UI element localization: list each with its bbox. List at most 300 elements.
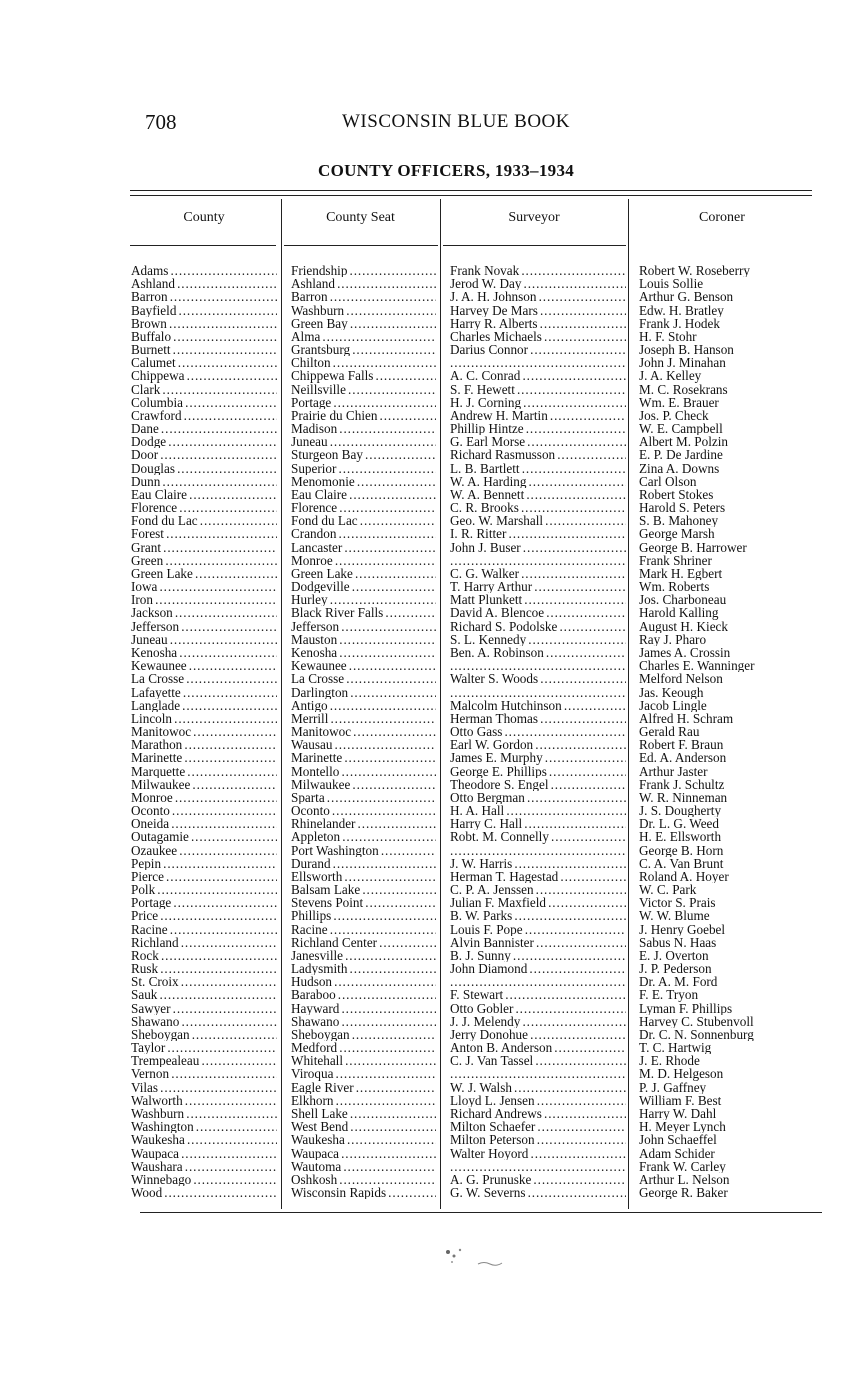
coroner-cell: Gerald Rau (639, 725, 700, 739)
surveyor-cell: Louis F. Pope . . . (450, 923, 626, 936)
county-cell: Racine . . . (131, 923, 277, 936)
county-cell: Wood . . . (131, 1186, 277, 1199)
surveyor-cell: C. R. Brooks . . . (450, 501, 626, 514)
surveyor-cell: Richard S. Podolske . . . (450, 620, 626, 633)
table-title: COUNTY OFFICERS, 1933–1934 (318, 161, 575, 180)
county-cell: Rock . . . (131, 949, 277, 962)
surveyor-cell: Theodore S. Engel . . . (450, 778, 626, 791)
county-cell: Langlade . . . (131, 699, 277, 712)
county-seat-cell: Madison . . . (291, 422, 436, 435)
coroner-cell: Jas. Keough (639, 685, 704, 699)
county-seat-cell: Darlington . . . (291, 686, 436, 699)
county-seat-cell: Sturgeon Bay . . . (291, 448, 436, 461)
coroner-column (639, 264, 819, 1199)
county-cell: Rusk . . . (131, 962, 277, 975)
coroner-cell: Dr. L. G. Weed (639, 817, 719, 831)
surveyor-cell: W. A. Bennett . . . (450, 488, 626, 501)
column-divider-3 (628, 199, 629, 1209)
coroner-cell: J. E. Rhode (639, 1054, 700, 1068)
column-header-surveyor: Surveyor (508, 210, 560, 225)
coroner-cell: John J. Minahan (639, 356, 726, 370)
county-seat-cell: Richland Center . . . (291, 936, 436, 949)
coroner-cell: H. Meyer Lynch (639, 1120, 726, 1134)
county-cell: Burnett . . . (131, 343, 277, 356)
coroner-cell: Roland A. Hoyer (639, 869, 729, 884)
county-seat-cell: Viroqua . . . (291, 1067, 436, 1080)
coroner-cell: C. A. Van Brunt (639, 856, 724, 870)
county-cell: Waushara . . . (131, 1160, 277, 1173)
coroner-cell: Ray J. Pharo (639, 632, 707, 646)
county-cell: Pepin . . . (131, 857, 277, 870)
county-cell: Iowa . . . (131, 580, 277, 593)
coroner-cell: Carl Olson (639, 474, 697, 488)
county-cell: Oneida . . . (131, 817, 277, 830)
surveyor-cell: I. R. Ritter . . . (450, 527, 626, 540)
county-seat-cell: Oshkosh . . . (291, 1173, 436, 1186)
coroner-cell: Robert W. Roseberry (639, 264, 750, 278)
surveyor-cell (450, 659, 626, 672)
county-seat-cell: Dodgeville . . . (291, 580, 436, 593)
county-cell: La Crosse . . . (131, 672, 277, 685)
header-rule (443, 245, 626, 246)
coroner-cell: Melford Nelson (639, 672, 723, 686)
county-seat-cell: Waupaca . . . (291, 1147, 436, 1160)
county-cell: Washburn . . . (131, 1107, 277, 1120)
county-seat-cell: Kenosha . . . (291, 646, 436, 659)
county-seat-cell: Milwaukee . . . (291, 778, 436, 791)
surveyor-cell: T. Harry Arthur . . . (450, 580, 626, 593)
county-seat-cell: Wisconsin Rapids . . . (291, 1186, 436, 1199)
county-cell: Vernon . . . (131, 1067, 277, 1080)
surveyor-cell: Lloyd L. Jensen . . . (450, 1094, 626, 1107)
county-cell: Shawano . . . (131, 1015, 277, 1028)
surveyor-cell: C. J. Van Tassel . . . (450, 1054, 626, 1067)
coroner-cell: Zina A. Downs (639, 461, 720, 475)
surveyor-cell: F. Stewart . . . (450, 988, 626, 1001)
county-seat-cell: Portage . . . (291, 396, 436, 409)
county-seat-cell: Crandon . . . (291, 527, 436, 540)
surveyor-cell: S. F. Hewett . . . (450, 383, 626, 396)
county-seat-cell: Balsam Lake . . . (291, 883, 436, 896)
coroner-cell: Harry W. Dahl (639, 1107, 717, 1121)
coroner-cell: E. P. De Jardine (639, 448, 723, 462)
county-seat-cell: Black River Falls . . . (291, 606, 436, 619)
coroner-cell: Dr. A. M. Ford (639, 975, 718, 989)
county-seat-cell: Rhinelander . . . (291, 817, 436, 830)
coroner-cell: George Marsh (639, 527, 715, 541)
coroner-cell: Ed. A. Anderson (639, 751, 727, 765)
county-cell: Dunn . . . (131, 475, 277, 488)
surveyor-cell: G. W. Severns . . . (450, 1186, 626, 1199)
county-seat-cell: Port Washington . . . (291, 844, 436, 857)
coroner-cell: William F. Best (639, 1093, 722, 1107)
county-cell: Richland . . . (131, 936, 277, 949)
surveyor-cell: Ben. A. Robinson . . . (450, 646, 626, 659)
county-cell: Price . . . (131, 909, 277, 922)
surveyor-cell: Otto Gobler . . . (450, 1002, 626, 1015)
coroner-cell: Charles E. Wanninger (639, 659, 755, 673)
county-cell: Barron . . . (131, 290, 277, 303)
county-cell: Polk . . . (131, 883, 277, 896)
surveyor-cell (450, 1160, 626, 1173)
county-seat-cell: Prairie du Chien . . . (291, 409, 436, 422)
coroner-cell: J. A. Kelley (639, 369, 702, 383)
county-cell: Oconto . . . (131, 804, 277, 817)
column-header-county-seat: County Seat (326, 210, 395, 225)
county-cell: Door . . . (131, 448, 277, 461)
surveyor-cell: Milton Peterson . . . (450, 1133, 626, 1146)
county-seat-cell: Juneau . . . (291, 435, 436, 448)
county-cell: Eau Claire . . . (131, 488, 277, 501)
coroner-cell: Joseph B. Hanson (639, 343, 734, 357)
coroner-cell: P. J. Gaffney (639, 1080, 707, 1094)
coroner-cell: S. B. Mahoney (639, 514, 719, 528)
county-cell: Kewaunee . . . (131, 659, 277, 672)
county-cell: Sheboygan . . . (131, 1028, 277, 1041)
county-seat-cell: La Crosse . . . (291, 672, 436, 685)
county-seat-cell: Stevens Point . . . (291, 896, 436, 909)
surveyor-cell: J. J. Melendy . . . (450, 1015, 626, 1028)
county-cell: Marinette . . . (131, 751, 277, 764)
county-seat-cell: Baraboo . . . (291, 988, 436, 1001)
coroner-cell: Robert Stokes (639, 487, 714, 502)
county-seat-cell: Elkhorn . . . (291, 1094, 436, 1107)
county-seat-cell: Montello . . . (291, 765, 436, 778)
county-seat-cell: Green Lake . . . (291, 567, 436, 580)
coroner-cell: Frank J. Schultz (639, 777, 725, 791)
county-cell: Kenosha . . . (131, 646, 277, 659)
coroner-cell: W. E. Campbell (639, 422, 723, 436)
coroner-cell: James A. Crossin (639, 645, 731, 660)
surveyor-cell (450, 975, 626, 988)
coroner-cell: M. C. Rosekrans (639, 382, 728, 396)
county-cell: Taylor . . . (131, 1041, 277, 1054)
county-cell: Sauk . . . (131, 988, 277, 1001)
county-cell: Forest . . . (131, 527, 277, 540)
county-cell: Marathon . . . (131, 738, 277, 751)
county-seat-cell: Jefferson . . . (291, 620, 436, 633)
county-seat-cell: Antigo . . . (291, 699, 436, 712)
surveyor-cell: C. P. A. Jenssen . . . (450, 883, 626, 896)
coroner-cell: Adam Schider (639, 1146, 715, 1160)
county-seat-cell: Medford . . . (291, 1041, 436, 1054)
county-seat-cell: Superior . . . (291, 462, 436, 475)
surveyor-cell (450, 356, 626, 369)
column-divider-2 (440, 199, 441, 1209)
coroner-cell: Alfred H. Schram (639, 711, 734, 726)
surveyor-cell: A. C. Conrad . . . (450, 369, 626, 382)
surveyor-cell: H. A. Hall . . . (450, 804, 626, 817)
surveyor-cell: Milton Schaefer . . . (450, 1120, 626, 1133)
surveyor-cell: Julian F. Maxfield . . . (450, 896, 626, 909)
coroner-cell: George R. Baker (639, 1186, 728, 1200)
county-cell: Manitowoc . . . (131, 725, 277, 738)
header-rule (284, 245, 438, 246)
county-cell: Clark . . . (131, 383, 277, 396)
surveyor-cell (450, 1067, 626, 1080)
coroner-cell: George B. Harrower (639, 540, 747, 554)
surveyor-cell: Frank Novak . . . (450, 264, 626, 277)
surveyor-cell: Harvey De Mars . . . (450, 304, 626, 317)
surveyor-cell: Otto Gass . . . (450, 725, 626, 738)
county-seat-cell: Florence . . . (291, 501, 436, 514)
coroner-cell: Arthur Jaster (639, 764, 708, 778)
county-cell: Milwaukee . . . (131, 778, 277, 791)
county-seat-cell: Ladysmith . . . (291, 962, 436, 975)
county-cell: Walworth . . . (131, 1094, 277, 1107)
coroner-cell: George B. Horn (639, 843, 724, 857)
coroner-cell: Dr. C. N. Sonnenburg (639, 1027, 754, 1042)
surveyor-cell (450, 686, 626, 699)
county-seat-cell: Chippewa Falls . . . (291, 369, 436, 382)
coroner-cell: Harold Kalling (639, 606, 719, 620)
coroner-cell: John Schaeffel (639, 1133, 717, 1147)
coroner-cell: W. R. Ninneman (639, 790, 728, 805)
surveyor-cell: Malcolm Hutchinson . . . (450, 699, 626, 712)
county-seat-cell: Eau Claire . . . (291, 488, 436, 501)
county-seat-cell: Wautoma . . . (291, 1160, 436, 1173)
county-cell: Lincoln . . . (131, 712, 277, 725)
county-cell: Dane . . . (131, 422, 277, 435)
county-cell: Waukesha . . . (131, 1133, 277, 1146)
coroner-cell: J. S. Dougherty (639, 804, 722, 818)
top-double-rule-2 (130, 195, 812, 196)
county-seat-cell: Menomonie . . . (291, 475, 436, 488)
page-number: 708 (145, 110, 177, 134)
coroner-cell: J. P. Pederson (639, 962, 712, 976)
county-seat-cell: Grantsburg . . . (291, 343, 436, 356)
county-seat-cell: Wausau . . . (291, 738, 436, 751)
surveyor-cell: Andrew H. Martin . . . (450, 409, 626, 422)
county-seat-cell: Ashland . . . (291, 277, 436, 290)
coroner-cell: Arthur L. Nelson (639, 1172, 730, 1187)
county-seat-cell: Washburn . . . (291, 304, 436, 317)
county-cell: Winnebago . . . (131, 1173, 277, 1186)
county-seat-cell: Waukesha . . . (291, 1133, 436, 1146)
surveyor-cell: A. G. Prunuske . . . (450, 1173, 626, 1186)
surveyor-cell: H. J. Corning . . . (450, 396, 626, 409)
coroner-cell: Frank W. Carley (639, 1159, 726, 1173)
coroner-cell: Wm. Roberts (639, 580, 710, 594)
surveyor-cell: Harry C. Hall . . . (450, 817, 626, 830)
coroner-cell: Albert M. Polzin (639, 435, 729, 449)
coroner-cell: W. W. Blume (639, 909, 710, 923)
surveyor-cell: Harry R. Alberts . . . (450, 317, 626, 330)
county-cell: Ashland . . . (131, 277, 277, 290)
surveyor-cell: Alvin Bannister . . . (450, 936, 626, 949)
county-seat-cell: Kewaunee . . . (291, 659, 436, 672)
county-seat-cell: Friendship . . . (291, 264, 436, 277)
coroner-cell: Frank Shriner (639, 553, 712, 567)
running-head: WISCONSIN BLUE BOOK (342, 111, 570, 132)
county-cell: Columbia . . . (131, 396, 277, 409)
county-seat-column (291, 264, 436, 1199)
county-seat-cell: Ellsworth . . . (291, 870, 436, 883)
county-cell: Jefferson . . . (131, 620, 277, 633)
county-cell: Jackson . . . (131, 606, 277, 619)
surveyor-cell: Jerod W. Day . . . (450, 277, 626, 290)
county-seat-cell: Shawano . . . (291, 1015, 436, 1028)
coroner-cell: W. C. Park (639, 883, 697, 897)
county-seat-cell: Barron . . . (291, 290, 436, 303)
county-cell: Fond du Lac . . . (131, 514, 277, 527)
county-cell: Dodge . . . (131, 435, 277, 448)
county-cell: Outagamie . . . (131, 830, 277, 843)
surveyor-cell: L. B. Bartlett . . . (450, 462, 626, 475)
surveyor-cell: Anton B. Anderson . . . (450, 1041, 626, 1054)
coroner-cell: F. E. Tryon (639, 988, 699, 1002)
county-cell: Green . . . (131, 554, 277, 567)
column-header-county: County (183, 210, 225, 225)
county-cell: Iron . . . (131, 593, 277, 606)
column-header-coroner: Coroner (699, 210, 745, 225)
coroner-cell: T. C. Hartwig (639, 1041, 712, 1055)
county-cell: Crawford . . . (131, 409, 277, 422)
county-seat-cell: Phillips . . . (291, 909, 436, 922)
coroner-cell: Mark H. Egbert (639, 566, 723, 581)
county-column (131, 264, 277, 1199)
surveyor-cell: Phillip Hintze . . . (450, 422, 626, 435)
surveyor-cell: Jerry Donohue . . . (450, 1028, 626, 1041)
county-seat-cell: Racine . . . (291, 923, 436, 936)
county-seat-cell: Lancaster . . . (291, 541, 436, 554)
county-cell: St. Croix . . . (131, 975, 277, 988)
county-cell: Douglas . . . (131, 462, 277, 475)
coroner-cell: Jos. P. Check (639, 408, 709, 423)
county-cell: Marquette . . . (131, 765, 277, 778)
surveyor-cell: Richard Andrews . . . (450, 1107, 626, 1120)
coroner-cell: Wm. E. Brauer (639, 395, 719, 409)
coroner-cell: H. E. Ellsworth (639, 830, 722, 844)
surveyor-cell: B. W. Parks . . . (450, 909, 626, 922)
surveyor-cell: Walter S. Woods . . . (450, 672, 626, 685)
county-seat-cell: Marinette . . . (291, 751, 436, 764)
surveyor-cell: John Diamond . . . (450, 962, 626, 975)
county-cell: Washington . . . (131, 1120, 277, 1133)
coroner-cell: Edw. H. Bratley (639, 303, 724, 317)
county-cell: Pierce . . . (131, 870, 277, 883)
county-seat-cell: Manitowoc . . . (291, 725, 436, 738)
county-seat-cell: Fond du Lac . . . (291, 514, 436, 527)
county-seat-cell: Chilton . . . (291, 356, 436, 369)
surveyor-cell: Robt. M. Connelly . . . (450, 830, 626, 843)
county-cell: Ozaukee . . . (131, 844, 277, 857)
surveyor-cell: James E. Murphy . . . (450, 751, 626, 764)
coroner-cell: M. D. Helgeson (639, 1067, 724, 1081)
surveyor-cell: J. A. H. Johnson . . . (450, 290, 626, 303)
coroner-cell: Jos. Charboneau (639, 593, 727, 607)
surveyor-cell: George E. Phillips . . . (450, 765, 626, 778)
coroner-cell: Lyman F. Phillips (639, 1001, 733, 1015)
county-cell: Bayfield . . . (131, 304, 277, 317)
county-seat-cell: Hayward . . . (291, 1002, 436, 1015)
print-specks (438, 1244, 508, 1274)
county-cell: Trempealeau . . . (131, 1054, 277, 1067)
surveyor-cell: S. L. Kennedy . . . (450, 633, 626, 646)
county-seat-cell: Whitehall . . . (291, 1054, 436, 1067)
county-cell: Brown . . . (131, 317, 277, 330)
coroner-cell: Arthur G. Benson (639, 290, 734, 304)
top-double-rule-1 (130, 190, 812, 191)
surveyor-cell: Earl W. Gordon . . . (450, 738, 626, 751)
surveyor-cell: Richard Rasmusson . . . (450, 448, 626, 461)
coroner-cell: Harvey C. Stubenvoll (639, 1014, 754, 1028)
coroner-cell: August H. Kieck (639, 619, 729, 633)
coroner-cell: Louis Sollie (639, 277, 704, 291)
coroner-cell: Robert F. Braun (639, 738, 724, 752)
county-cell: Juneau . . . (131, 633, 277, 646)
county-seat-cell: Eagle River . . . (291, 1081, 436, 1094)
surveyor-cell: J. W. Harris . . . (450, 857, 626, 870)
county-cell: Sawyer . . . (131, 1002, 277, 1015)
county-seat-cell: Appleton . . . (291, 830, 436, 843)
county-seat-cell: Hudson . . . (291, 975, 436, 988)
coroner-cell: H. F. Stohr (639, 329, 697, 344)
county-seat-cell: Sheboygan . . . (291, 1028, 436, 1041)
county-seat-cell: Mauston . . . (291, 633, 436, 646)
county-seat-cell: Janesville . . . (291, 949, 436, 962)
county-seat-cell: Shell Lake . . . (291, 1107, 436, 1120)
county-cell: Portage . . . (131, 896, 277, 909)
county-seat-cell: Hurley . . . (291, 593, 436, 606)
county-cell: Buffalo . . . (131, 330, 277, 343)
coroner-cell: Harold S. Peters (639, 501, 726, 515)
bottom-rule (140, 1212, 822, 1213)
county-cell: Lafayette . . . (131, 686, 277, 699)
surveyor-cell: W. A. Harding . . . (450, 475, 626, 488)
county-seat-cell: Green Bay . . . (291, 317, 436, 330)
coroner-cell: Jacob Lingle (639, 698, 707, 712)
county-seat-cell: Monroe . . . (291, 554, 436, 567)
coroner-cell: Sabus N. Haas (639, 935, 717, 949)
surveyor-column (450, 264, 626, 1199)
surveyor-cell: B. J. Sunny . . . (450, 949, 626, 962)
county-cell: Green Lake . . . (131, 567, 277, 580)
county-seat-cell: Neillsville . . . (291, 383, 436, 396)
surveyor-cell: Matt Plunkett . . . (450, 593, 626, 606)
surveyor-cell: Geo. W. Marshall . . . (450, 514, 626, 527)
county-seat-cell: Durand . . . (291, 857, 436, 870)
surveyor-cell: Herman T. Hagestad . . . (450, 870, 626, 883)
county-seat-cell: West Bend . . . (291, 1120, 436, 1133)
surveyor-cell (450, 844, 626, 857)
county-cell: Vilas . . . (131, 1081, 277, 1094)
coroner-cell: Frank J. Hodek (639, 316, 720, 330)
surveyor-cell: C. G. Walker . . . (450, 567, 626, 580)
surveyor-cell: Otto Bergman . . . (450, 791, 626, 804)
county-seat-cell: Alma . . . (291, 330, 436, 343)
surveyor-cell: Herman Thomas . . . (450, 712, 626, 725)
column-divider-1 (281, 199, 282, 1209)
county-cell: Waupaca . . . (131, 1147, 277, 1160)
header-rule (130, 245, 276, 246)
surveyor-cell: Charles Michaels . . . (450, 330, 626, 343)
surveyor-cell: David A. Blencoe . . . (450, 606, 626, 619)
coroner-cell: J. Henry Goebel (639, 922, 726, 936)
county-cell: Florence . . . (131, 501, 277, 514)
county-cell: Chippewa . . . (131, 369, 277, 382)
surveyor-cell: Walter Hoyord . . . (450, 1147, 626, 1160)
county-seat-cell: Sparta . . . (291, 791, 436, 804)
county-cell: Grant . . . (131, 541, 277, 554)
county-cell: Adams . . . (131, 264, 277, 277)
surveyor-cell: John J. Buser . . . (450, 541, 626, 554)
coroner-cell: Victor S. Prais (639, 896, 716, 910)
coroner-cell: E. J. Overton (639, 948, 709, 963)
surveyor-cell (450, 554, 626, 567)
surveyor-cell: G. Earl Morse . . . (450, 435, 626, 448)
county-cell: Monroe . . . (131, 791, 277, 804)
